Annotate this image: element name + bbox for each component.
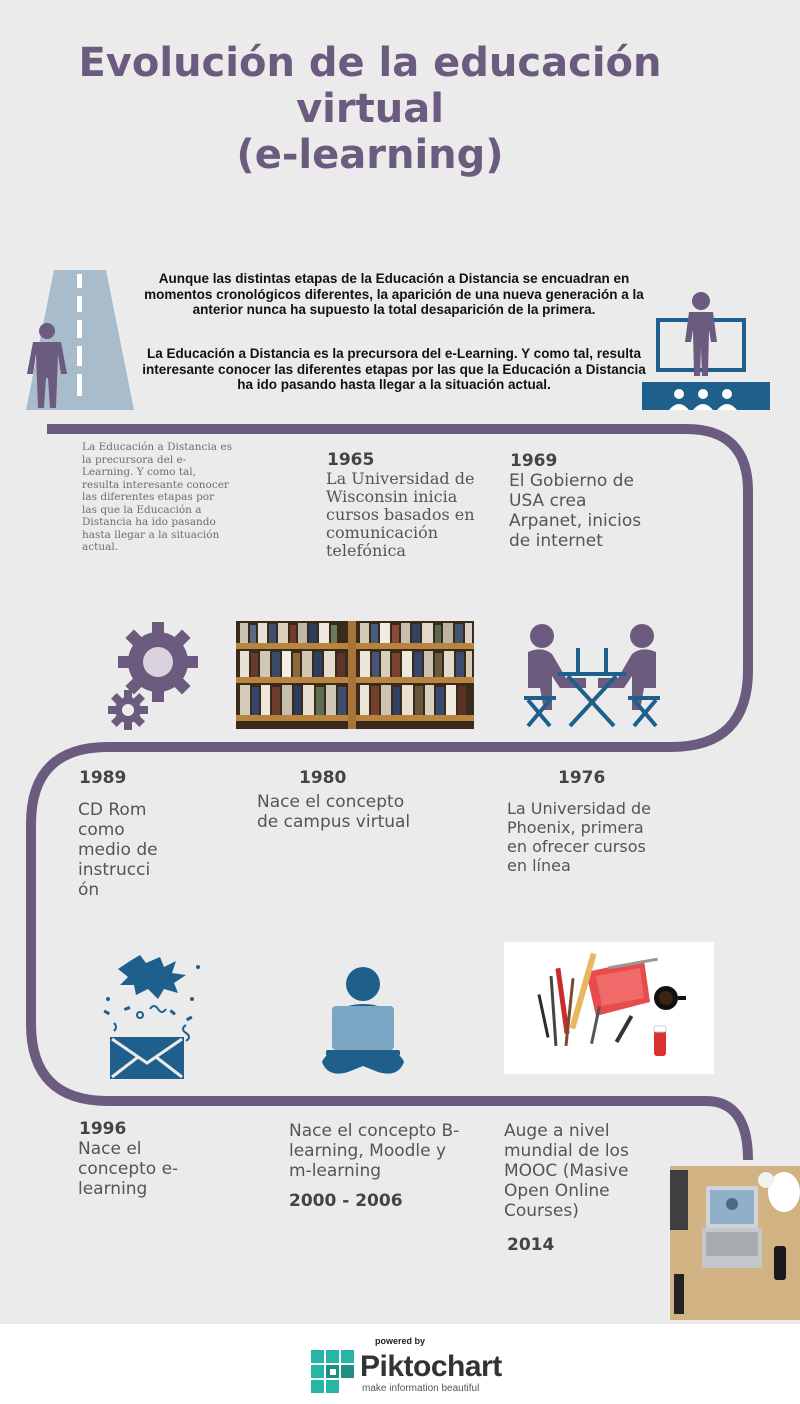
- year-1965: 1965: [327, 450, 375, 470]
- piktochart-brand[interactable]: Piktochart: [360, 1350, 502, 1383]
- intro-paragraph-2: La Educación a Distancia es la precursora del e-Learning. Y como tal, resulta interesante conocer las diferentes etapas por las que la Educación a Distancia ha ido pasando hasta llegar a la situación actual.: [142, 346, 646, 392]
- year-1996: 1996: [79, 1119, 127, 1139]
- desk-supplies-icon: [504, 942, 714, 1074]
- year-1976: 1976: [558, 768, 606, 788]
- event-1969-text: El Gobierno de USA crea Arpanet, inicios de internet: [509, 471, 642, 551]
- year-1989: 1989: [79, 768, 127, 788]
- piktochart-tagline: make information beautiful: [362, 1383, 480, 1394]
- bookshelf-icon: [236, 621, 474, 729]
- side-note: La Educación a Distancia es la precursora del e-Learning. Y como tal, resulta interesante conocer las diferentes etapas por las que la Educación a Distancia ha ido pasando hasta llegar a la situación actual.: [82, 441, 232, 553]
- person-laptop-icon: [318, 964, 408, 1082]
- event-2000-2006-text: Nace el concepto B-learning, Moodle y m-learning: [289, 1121, 460, 1181]
- gears-icon: [108, 622, 200, 732]
- event-1976-text: La Universidad de Phoenix, primera en ofrecer cursos en línea: [507, 799, 651, 875]
- powered-by-label: powered by: [374, 1336, 425, 1346]
- event-2014-text: Auge a nivel mundial de los MOOC (Masive Open Online Courses): [504, 1121, 629, 1221]
- year-2000-2006: 2000 - 2006: [289, 1191, 403, 1211]
- envelope-icon: [100, 955, 210, 1081]
- event-1965-text: La Universidad de Wisconsin inicia cursos basados en comunicación telefónica: [326, 469, 475, 560]
- title-line-3: (e-learning): [236, 132, 504, 178]
- intro-paragraph-1: Aunque las distintas etapas de la Educación a Distancia se encuadran en momentos cronológicos diferentes, la aparición de una nueva generación a la anterior nunca ha supuesto la total desaparición de la primera.: [144, 271, 644, 317]
- year-1980: 1980: [299, 768, 347, 788]
- event-1996-text: Nace el concepto e-learning: [78, 1139, 179, 1199]
- laptop-desk-icon: [670, 1166, 800, 1320]
- event-1989-text: CD Rom como medio de instrucci ón: [78, 800, 158, 900]
- event-1980-text: Nace el concepto de campus virtual: [257, 792, 411, 832]
- year-2014: 2014: [507, 1235, 555, 1255]
- year-1969: 1969: [510, 451, 558, 471]
- title-line-1: Evolución de la educación: [78, 40, 662, 86]
- piktochart-logo-icon[interactable]: [311, 1350, 355, 1394]
- people-at-table-icon: [522, 622, 662, 730]
- title-line-2: virtual: [296, 86, 444, 132]
- footer: [0, 1324, 800, 1404]
